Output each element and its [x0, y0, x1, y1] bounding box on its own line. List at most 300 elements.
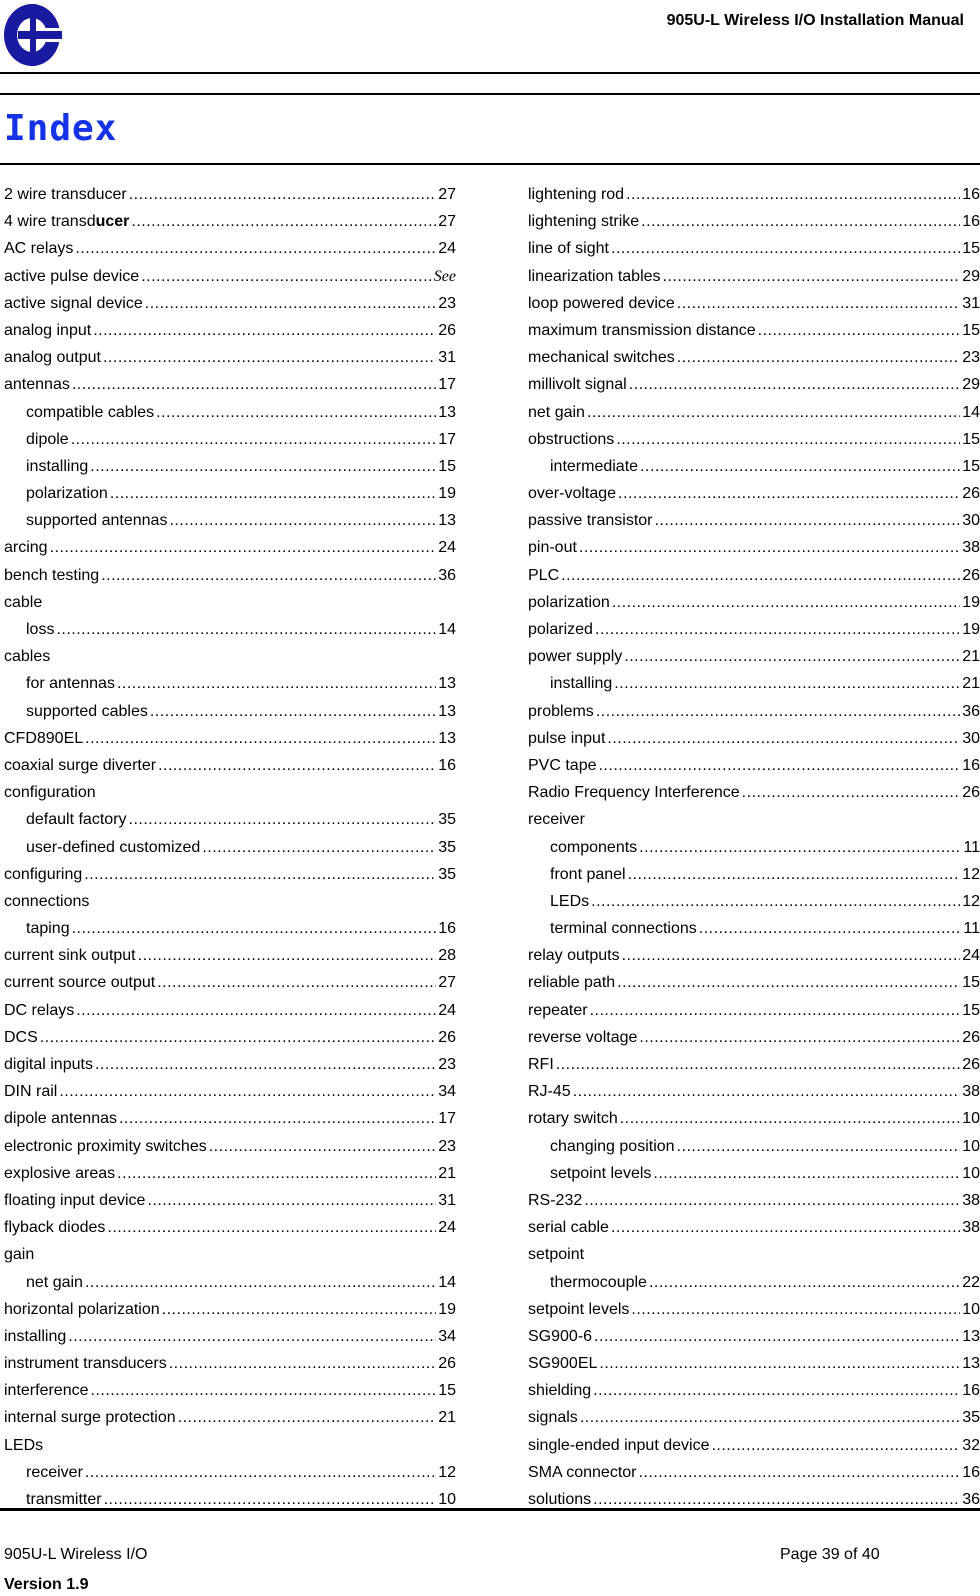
index-page-number: 29 — [962, 267, 980, 285]
dot-leader — [131, 208, 436, 235]
dot-leader — [40, 1024, 436, 1051]
index-term-text: analog input — [4, 321, 92, 339]
index-term — [528, 426, 614, 453]
index-term — [4, 861, 82, 888]
dot-leader — [129, 806, 437, 833]
index-term — [4, 263, 139, 290]
index-page-number: 15 — [962, 321, 980, 339]
index-page-number: 26 — [438, 1028, 456, 1046]
index-term — [550, 1160, 651, 1187]
dot-leader — [95, 1051, 436, 1078]
index-entry — [528, 507, 980, 534]
index-term — [26, 1269, 83, 1296]
index-term — [4, 208, 129, 235]
index-subentry — [528, 1133, 980, 1160]
index-page-number: 26 — [962, 566, 980, 584]
index-term — [550, 670, 612, 697]
dot-leader — [71, 426, 437, 453]
index-term — [4, 725, 83, 752]
index-subentry — [4, 834, 456, 861]
header-rule-top — [0, 72, 980, 74]
index-entry — [528, 480, 980, 507]
dot-leader — [50, 534, 437, 561]
dot-leader — [75, 235, 436, 262]
index-page-number: 16 — [962, 1382, 980, 1400]
index-entry — [528, 1296, 980, 1323]
index-page-number: 15 — [438, 457, 456, 475]
dot-leader — [598, 752, 960, 779]
index-term — [4, 290, 143, 317]
dot-leader — [639, 834, 961, 861]
dot-leader — [699, 915, 962, 942]
index-page-number: 12 — [962, 865, 980, 883]
index-entry — [528, 562, 980, 589]
dot-leader — [607, 725, 960, 752]
index-term — [528, 616, 593, 643]
index-term-text: interference — [4, 1382, 89, 1400]
index-term-text: RFI — [528, 1056, 554, 1073]
index-term-text: thermocouple — [550, 1273, 647, 1291]
dot-leader — [618, 480, 960, 507]
index-page-number: 14 — [438, 1273, 456, 1291]
index-page-number: 16 — [438, 756, 456, 774]
index-entry — [528, 643, 980, 670]
index-term-text: polarized — [528, 621, 593, 638]
dot-leader — [101, 562, 436, 589]
index-entry — [528, 1432, 980, 1459]
index-entry — [4, 1024, 456, 1051]
index-term-text: maximum transmission distance — [528, 321, 756, 339]
index-page-number: 13 — [438, 512, 456, 530]
index-term-text: PVC tape — [528, 756, 597, 774]
index-page-number: 13 — [962, 1355, 980, 1373]
dot-leader — [622, 942, 961, 969]
dot-leader — [117, 670, 436, 697]
index-entry — [528, 1459, 980, 1486]
index-term-text: lightening rod — [528, 186, 625, 203]
index-term-text: transmitter — [26, 1491, 102, 1508]
dot-leader — [85, 725, 436, 752]
index-term — [528, 371, 627, 398]
dot-leader — [59, 1078, 436, 1105]
index-term — [528, 1296, 629, 1323]
index-entry — [528, 942, 980, 969]
index-term — [528, 643, 622, 670]
index-term-text: receiver — [528, 811, 585, 829]
dot-leader — [169, 1350, 436, 1377]
index-entry — [4, 317, 456, 344]
index-term — [528, 698, 594, 725]
dot-leader — [561, 562, 960, 589]
index-page-number: 14 — [962, 403, 980, 421]
index-entry — [4, 208, 456, 235]
index-subentry — [4, 480, 456, 507]
index-term — [528, 1105, 618, 1132]
index-term-text: instrument transducers — [4, 1355, 167, 1373]
index-entry — [4, 1404, 456, 1431]
index-page-number: 15 — [438, 1382, 456, 1400]
index-entry — [528, 1241, 980, 1268]
dot-leader — [677, 344, 960, 371]
index-entry — [4, 1323, 456, 1350]
index-term — [4, 888, 89, 915]
index-entry — [4, 1187, 456, 1214]
index-page-number: 15 — [962, 1001, 980, 1019]
index-page-number: 26 — [962, 485, 980, 503]
index-subentry — [4, 453, 456, 480]
index-page-number: 13 — [438, 403, 456, 421]
index-term-text: supported antennas — [26, 512, 168, 530]
index-page-number: 21 — [438, 1164, 456, 1182]
index-term-text: loss — [26, 621, 55, 638]
index-entry — [528, 752, 980, 779]
index-term — [4, 1350, 167, 1377]
index-term-text: cable — [4, 593, 43, 611]
index-term — [528, 969, 615, 996]
dot-leader — [147, 1187, 436, 1214]
dot-leader — [640, 453, 960, 480]
heading-rule — [0, 163, 980, 165]
dot-leader — [584, 1187, 960, 1214]
dot-leader — [626, 181, 960, 208]
index-term — [528, 1350, 597, 1377]
index-term — [26, 507, 167, 534]
index-page-number: 26 — [962, 784, 980, 802]
index-term — [26, 399, 154, 426]
index-term-text: bench testing — [4, 566, 100, 584]
index-subentry — [528, 888, 980, 915]
dot-leader — [85, 1459, 436, 1486]
index-page-number: 16 — [962, 756, 980, 774]
index-entry — [4, 344, 456, 371]
dot-leader — [156, 399, 436, 426]
index-entry — [528, 1404, 980, 1431]
footer-page-number: Page 39 of 40 — [780, 1546, 880, 1563]
index-page-number: 24 — [438, 1001, 456, 1019]
index-term — [4, 1160, 115, 1187]
index-page-number: 16 — [962, 213, 980, 231]
dot-leader — [169, 507, 436, 534]
dot-leader — [596, 698, 960, 725]
index-term-text: rotary switch — [528, 1110, 618, 1128]
index-term — [4, 1187, 145, 1214]
index-entry — [528, 1024, 980, 1051]
index-term — [528, 725, 605, 752]
dot-leader — [556, 1051, 960, 1078]
index-page-number: 27 — [438, 974, 456, 992]
dot-leader — [649, 1269, 960, 1296]
index-term — [4, 779, 96, 806]
dot-leader — [677, 290, 960, 317]
index-term — [4, 1105, 117, 1132]
dot-leader — [93, 317, 436, 344]
dot-leader — [612, 589, 960, 616]
index-term — [4, 1078, 57, 1105]
index-page-number: 31 — [438, 349, 456, 367]
index-entry — [528, 208, 980, 235]
index-entry — [528, 426, 980, 453]
dot-leader — [641, 208, 960, 235]
dot-leader — [157, 969, 436, 996]
index-term-text: floating input device — [4, 1191, 146, 1209]
index-term-text: power supply — [528, 648, 623, 666]
index-term — [550, 453, 638, 480]
index-term — [4, 534, 48, 561]
index-page-number: 16 — [438, 920, 456, 938]
index-page-number: 10 — [438, 1491, 456, 1508]
index-entry — [4, 752, 456, 779]
dot-leader — [631, 1296, 960, 1323]
index-subentry — [528, 861, 980, 888]
index-entry — [4, 371, 456, 398]
index-page-number: 29 — [962, 376, 980, 394]
index-entry — [528, 1323, 980, 1350]
index-term-text: DCS — [4, 1028, 38, 1046]
index-page-number: 35 — [438, 811, 456, 829]
index-term — [550, 1269, 647, 1296]
index-term-text: shielding — [528, 1382, 592, 1400]
index-term — [26, 453, 88, 480]
index-term — [528, 235, 609, 262]
dot-leader — [653, 1160, 960, 1187]
index-term — [528, 1377, 591, 1404]
index-subentry — [4, 915, 456, 942]
index-entry — [528, 1377, 980, 1404]
index-entry — [4, 290, 456, 317]
index-term — [4, 1214, 105, 1241]
dot-leader — [655, 507, 961, 534]
index-page-number: 26 — [962, 1028, 980, 1046]
index-term — [528, 997, 588, 1024]
index-term — [528, 1214, 609, 1241]
index-term-text: changing position — [550, 1137, 675, 1155]
index-page-number: 10 — [962, 1137, 980, 1155]
index-page-number: 11 — [963, 838, 980, 856]
index-term-text: current source output — [4, 974, 156, 992]
index-term — [26, 670, 115, 697]
index-term — [4, 752, 156, 779]
dot-leader — [599, 1350, 960, 1377]
index-term-text: reliable path — [528, 974, 616, 992]
index-page-number: 32 — [962, 1436, 980, 1454]
index-term-text: cables — [4, 648, 51, 666]
index-page-number: 35 — [438, 838, 456, 856]
index-term — [528, 208, 639, 235]
index-term — [528, 534, 577, 561]
dot-leader — [138, 942, 437, 969]
index-term-text: obstructions — [528, 430, 615, 448]
index-entry — [4, 888, 456, 915]
index-term — [528, 1323, 592, 1350]
index-term — [528, 1051, 554, 1078]
index-term — [528, 480, 616, 507]
index-page-number: 36 — [962, 702, 980, 720]
index-term — [26, 915, 70, 942]
index-term — [528, 399, 585, 426]
index-page-number: 23 — [962, 349, 980, 367]
index-term-text: millivolt signal — [528, 376, 627, 394]
index-term-text: net gain — [26, 1273, 83, 1291]
dot-leader — [150, 698, 436, 725]
index-term — [4, 1296, 160, 1323]
index-page-number: 19 — [438, 1300, 456, 1318]
index-page-number: 31 — [962, 294, 980, 312]
dot-leader — [593, 1377, 960, 1404]
index-term-text: setpoint levels — [528, 1300, 630, 1318]
index-term-text: analog output — [4, 349, 101, 367]
index-subentry — [4, 698, 456, 725]
index-entry — [4, 1051, 456, 1078]
index-term-text: 2 wire transducer — [4, 186, 127, 203]
index-term — [528, 263, 661, 290]
index-entry — [4, 589, 456, 616]
index-term — [4, 942, 136, 969]
index-term-text: DIN rail — [4, 1083, 58, 1101]
dot-leader — [579, 534, 960, 561]
index-entry — [528, 1187, 980, 1214]
index-page-number: 23 — [438, 1056, 456, 1073]
index-page-number: 21 — [962, 648, 980, 666]
index-term-text: SMA connector — [528, 1463, 637, 1481]
dot-leader — [616, 426, 960, 453]
index-term — [528, 752, 596, 779]
index-term-text: serial cable — [528, 1219, 609, 1237]
index-term-text: antennas — [4, 376, 70, 394]
dot-leader — [72, 371, 436, 398]
index-term — [26, 834, 200, 861]
index-column-left — [4, 181, 456, 1513]
dot-leader — [711, 1432, 960, 1459]
index-page-number: 19 — [962, 621, 980, 638]
index-entry — [528, 969, 980, 996]
dot-leader — [141, 263, 432, 290]
index-page-number: 19 — [438, 485, 456, 503]
index-page-number: 26 — [962, 1056, 980, 1073]
index-term — [4, 1133, 207, 1160]
dot-leader — [84, 861, 436, 888]
index-heading: Index — [4, 108, 118, 149]
index-term — [26, 1459, 83, 1486]
index-entry — [528, 399, 980, 426]
index-term-text: reverse voltage — [528, 1028, 638, 1046]
index-entry — [4, 1296, 456, 1323]
index-page-number: 15 — [962, 240, 980, 258]
index-term — [528, 181, 624, 208]
index-term — [528, 1187, 582, 1214]
index-entry — [4, 1432, 456, 1459]
index-entry — [4, 997, 456, 1024]
index-term — [550, 915, 697, 942]
index-page-number: 36 — [962, 1491, 980, 1508]
index-term-text: installing — [550, 675, 613, 693]
index-term-text: active pulse device — [4, 267, 140, 285]
index-term — [550, 834, 637, 861]
index-term — [26, 806, 127, 833]
dot-leader — [587, 399, 960, 426]
index-page-number: 16 — [962, 186, 980, 203]
index-term-text: setpoint — [528, 1246, 585, 1264]
index-term-text: receiver — [26, 1463, 83, 1481]
index-term — [528, 1459, 637, 1486]
index-subentry — [4, 399, 456, 426]
index-subentry — [528, 453, 980, 480]
index-page-number: 27 — [438, 186, 456, 203]
index-page-number: 14 — [438, 621, 456, 638]
index-page-number: 12 — [962, 892, 980, 910]
dot-leader — [663, 263, 961, 290]
index-term-text: RS-232 — [528, 1191, 583, 1209]
index-term-text: taping — [26, 920, 70, 938]
dot-leader — [178, 1404, 437, 1431]
dot-leader — [590, 997, 961, 1024]
index-page-number: 23 — [438, 294, 456, 312]
index-page-number: 15 — [962, 974, 980, 992]
index-entry — [4, 725, 456, 752]
index-entry — [528, 1105, 980, 1132]
dot-leader — [611, 1214, 960, 1241]
index-term-text: digital inputs — [4, 1056, 93, 1073]
index-term-text: net gain — [528, 403, 585, 421]
dot-leader — [209, 1133, 436, 1160]
dot-leader — [103, 344, 436, 371]
index-page-number: 38 — [962, 539, 980, 557]
index-page-number: 13 — [438, 729, 456, 747]
index-entry — [4, 1133, 456, 1160]
footer-product: 905U-L Wireless I/O — [4, 1546, 148, 1563]
index-term-text: LEDs — [550, 892, 590, 910]
index-term — [4, 371, 70, 398]
index-entry — [528, 616, 980, 643]
index-term-bold-text: ucer — [95, 213, 130, 231]
index-entry — [528, 317, 980, 344]
dot-leader — [617, 969, 960, 996]
index-page-number: 17 — [438, 430, 456, 448]
index-term-text: LEDs — [4, 1436, 44, 1454]
index-entry — [528, 1214, 980, 1241]
index-term — [4, 589, 42, 616]
index-entry — [528, 806, 980, 833]
index-term — [528, 1432, 709, 1459]
dot-leader — [85, 1269, 436, 1296]
index-term — [4, 1323, 66, 1350]
index-subentry — [528, 915, 980, 942]
index-page-number: 17 — [438, 1110, 456, 1128]
index-page-number: 28 — [438, 947, 456, 965]
index-page-number: 31 — [438, 1191, 456, 1209]
index-term-text: AC relays — [4, 240, 74, 258]
index-entry — [4, 1377, 456, 1404]
index-page-number: 24 — [438, 1219, 456, 1237]
dot-leader — [580, 1404, 960, 1431]
dot-leader — [624, 643, 960, 670]
index-term — [4, 1024, 38, 1051]
index-subentry — [4, 507, 456, 534]
index-term-text: DC relays — [4, 1001, 75, 1019]
index-entry — [4, 1078, 456, 1105]
index-page-number: 10 — [962, 1164, 980, 1182]
index-page-number: 11 — [963, 920, 980, 938]
index-term-text: pulse input — [528, 729, 606, 747]
index-page-number: 22 — [962, 1273, 980, 1291]
index-page-number: 38 — [962, 1191, 980, 1209]
index-term — [528, 562, 559, 589]
dot-leader — [591, 888, 960, 915]
dot-leader — [758, 317, 961, 344]
index-term — [26, 698, 148, 725]
index-term-text: SG900EL — [528, 1355, 598, 1373]
index-entry — [528, 263, 980, 290]
dot-leader — [573, 1078, 961, 1105]
